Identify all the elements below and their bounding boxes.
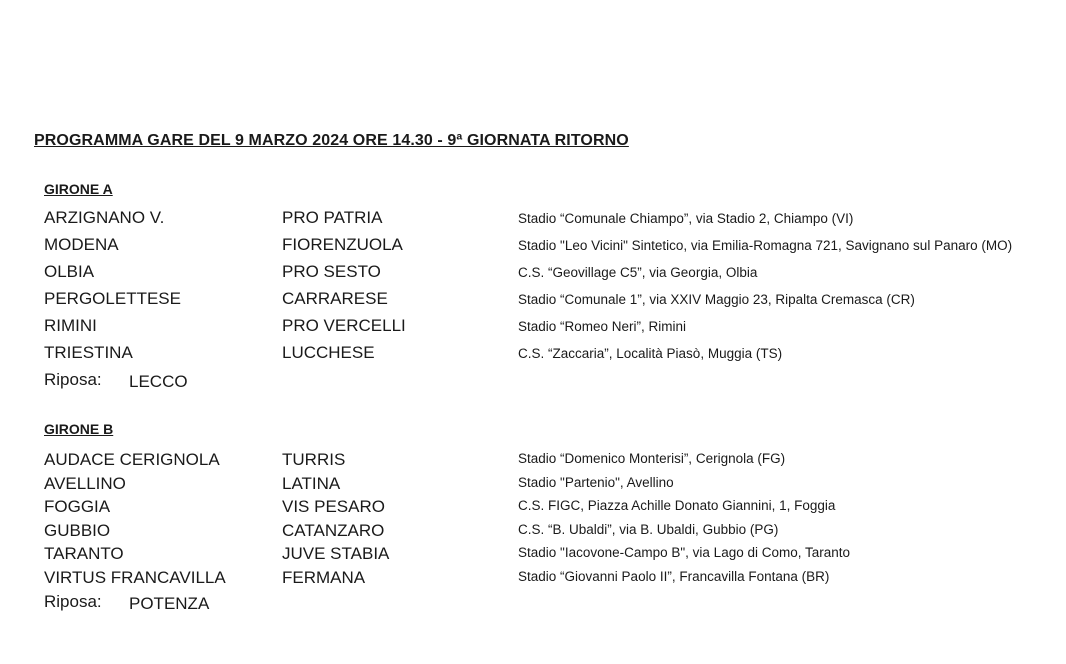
venue: Stadio “Comunale Chiampo”, via Stadio 2, Chiampo (VI) — [518, 211, 854, 226]
venue: C.S. FIGC, Piazza Achille Donato Giannini, 1, Foggia — [518, 498, 836, 513]
away-team: PRO SESTO — [282, 262, 381, 281]
match-row — [44, 474, 1066, 496]
home-team: FOGGIA — [44, 497, 111, 516]
home-team: GUBBIO — [44, 521, 111, 540]
away-team: VIS PESARO — [282, 497, 385, 516]
match-row — [44, 343, 1066, 365]
away-team: PRO PATRIA — [282, 208, 383, 227]
group-title-b: GIRONE B — [44, 421, 114, 437]
venue: Stadio "Leo Vicini" Sintetico, via Emilia-Romagna 721, Savignano sul Panaro (MO) — [518, 238, 1013, 253]
match-row — [44, 289, 1066, 311]
away-team: LUCCHESE — [282, 343, 375, 362]
match-row — [44, 521, 1066, 543]
home-team: TARANTO — [44, 544, 124, 563]
venue: Stadio “Domenico Monterisi”, Cerignola (FG) — [518, 451, 786, 466]
match-row — [44, 544, 1066, 566]
group-title-a: GIRONE A — [44, 181, 113, 197]
away-team: CATANZARO — [282, 521, 385, 540]
away-team: FERMANA — [282, 568, 366, 587]
match-row — [44, 316, 1066, 338]
rest-label: Riposa: — [44, 592, 102, 611]
venue: Stadio "Partenio", Avellino — [518, 475, 674, 490]
match-row — [44, 450, 1066, 472]
home-team: PERGOLETTESE — [44, 289, 181, 308]
venue: Stadio “Romeo Neri”, Rimini — [518, 319, 687, 334]
match-row — [44, 235, 1066, 257]
home-team: RIMINI — [44, 316, 97, 335]
home-team: AUDACE CERIGNOLA — [44, 450, 220, 469]
match-row — [44, 497, 1066, 519]
away-team: TURRIS — [282, 450, 346, 469]
venue: C.S. “B. Ubaldi”, via B. Ubaldi, Gubbio (PG) — [518, 522, 779, 537]
venue: Stadio “Comunale 1”, via XXIV Maggio 23, Ripalta Cremasca (CR) — [518, 292, 915, 307]
away-team: JUVE STABIA — [282, 544, 390, 563]
home-team: AVELLINO — [44, 474, 126, 493]
away-team: FIORENZUOLA — [282, 235, 403, 254]
venue: Stadio "Iacovone-Campo B", via Lago di Como, Taranto — [518, 545, 851, 560]
match-row — [44, 568, 1066, 590]
venue: Stadio “Giovanni Paolo II”, Francavilla Fontana (BR) — [518, 569, 830, 584]
rest-team: LECCO — [129, 372, 188, 391]
rest-label: Riposa: — [44, 370, 102, 389]
venue: C.S. “Zaccaria”, Località Piasò, Muggia (TS) — [518, 346, 783, 361]
page-title: PROGRAMMA GARE DEL 9 MARZO 2024 ORE 14.30 - 9ª GIORNATA RITORNO — [34, 132, 629, 149]
home-team: MODENA — [44, 235, 119, 254]
match-row — [44, 208, 1066, 230]
home-team: OLBIA — [44, 262, 95, 281]
venue: C.S. “Geovillage C5”, via Georgia, Olbia — [518, 265, 758, 280]
away-team: PRO VERCELLI — [282, 316, 406, 335]
home-team: TRIESTINA — [44, 343, 133, 362]
away-team: CARRARESE — [282, 289, 388, 308]
home-team: ARZIGNANO V. — [44, 208, 165, 227]
away-team: LATINA — [282, 474, 341, 493]
match-row — [44, 262, 1066, 284]
home-team: VIRTUS FRANCAVILLA — [44, 568, 226, 587]
rest-team: POTENZA — [129, 594, 210, 613]
